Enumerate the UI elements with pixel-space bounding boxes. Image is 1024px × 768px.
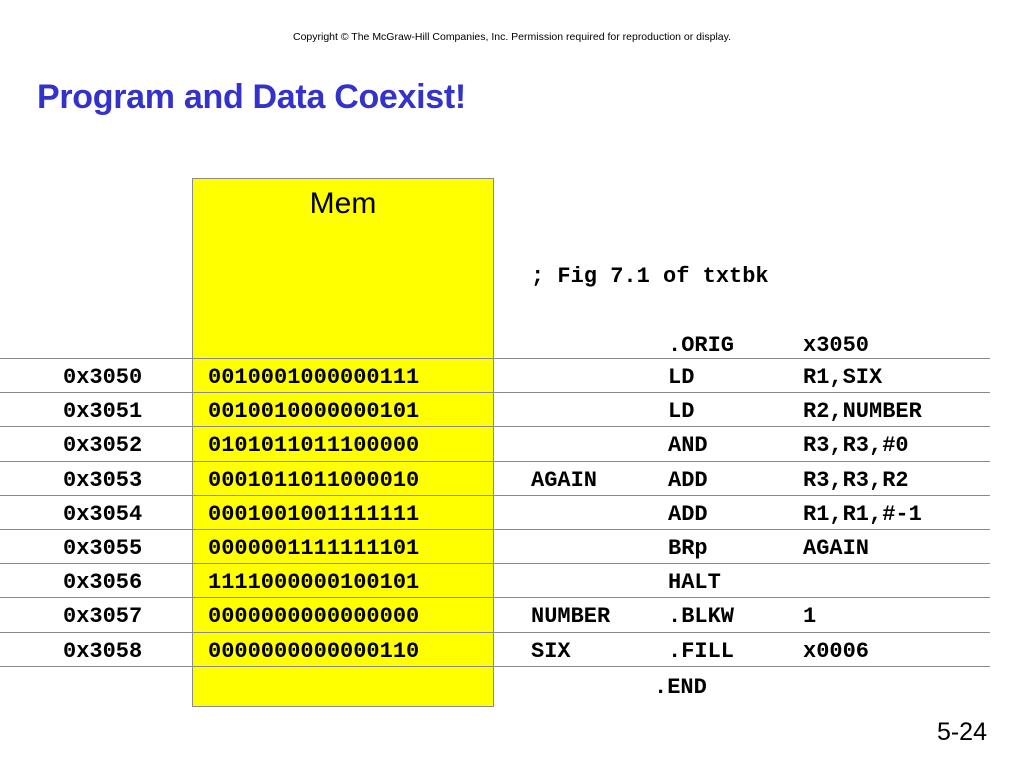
slide-title: Program and Data Coexist!	[37, 78, 466, 116]
opcode-cell: HALT	[668, 570, 721, 595]
operand-cell: R1,SIX	[803, 365, 883, 390]
memory-header: Mem	[309, 187, 377, 220]
row-separator	[0, 392, 990, 393]
row-separator	[0, 563, 990, 564]
operand-cell: R2,NUMBER	[803, 399, 922, 424]
machine-code-cell: 0001011011000010	[208, 468, 420, 493]
address-cell: 0x3054	[63, 502, 143, 527]
opcode-cell: ADD	[668, 502, 708, 527]
machine-code-cell: 0000000000000110	[208, 639, 420, 664]
operand-cell: R1,R1,#-1	[803, 502, 922, 527]
machine-code-cell: 0001001001111111	[208, 502, 420, 527]
row-separator	[0, 358, 990, 359]
operand-cell: x0006	[803, 639, 870, 664]
opcode-cell: .BLKW	[668, 604, 735, 629]
operand-cell: R3,R3,#0	[803, 433, 909, 458]
row-separator	[0, 461, 990, 462]
machine-code-cell: 1111000000100101	[208, 570, 420, 595]
row-separator	[0, 495, 990, 496]
orig-arg: x3050	[803, 333, 870, 358]
address-cell: 0x3057	[63, 604, 143, 629]
opcode-cell: AND	[668, 433, 708, 458]
opcode-cell: LD	[668, 365, 695, 390]
page-number: 5-24	[936, 718, 987, 746]
row-separator	[0, 597, 990, 598]
code-comment: ; Fig 7.1 of txtbk	[531, 264, 769, 289]
address-cell: 0x3050	[63, 365, 143, 390]
orig-op: .ORIG	[668, 333, 735, 358]
label-cell: NUMBER	[531, 604, 611, 629]
copyright-notice: Copyright © The McGraw-Hill Companies, Inc. Permission required for reproduction or display.	[292, 31, 732, 43]
address-cell: 0x3056	[63, 570, 143, 595]
address-cell: 0x3055	[63, 536, 143, 561]
machine-code-cell: 0010010000000101	[208, 399, 420, 424]
machine-code-cell: 0010001000000111	[208, 365, 420, 390]
opcode-cell: ADD	[668, 468, 708, 493]
label-cell: AGAIN	[531, 468, 598, 493]
address-cell: 0x3051	[63, 399, 143, 424]
machine-code-cell: 0000001111111101	[208, 536, 420, 561]
row-separator	[0, 426, 990, 427]
opcode-cell: BRp	[668, 536, 708, 561]
operand-cell: AGAIN	[803, 536, 870, 561]
end-directive: .END	[654, 675, 707, 700]
opcode-cell: LD	[668, 399, 695, 424]
address-cell: 0x3053	[63, 468, 143, 493]
row-separator	[0, 632, 990, 633]
machine-code-cell: 0101011011100000	[208, 433, 420, 458]
operand-cell: 1	[803, 604, 817, 629]
address-cell: 0x3058	[63, 639, 143, 664]
row-separator	[0, 666, 990, 667]
address-cell: 0x3052	[63, 433, 143, 458]
row-separator	[0, 529, 990, 530]
opcode-cell: .FILL	[668, 639, 735, 664]
operand-cell: R3,R3,R2	[803, 468, 909, 493]
machine-code-cell: 0000000000000000	[208, 604, 420, 629]
label-cell: SIX	[531, 639, 571, 664]
